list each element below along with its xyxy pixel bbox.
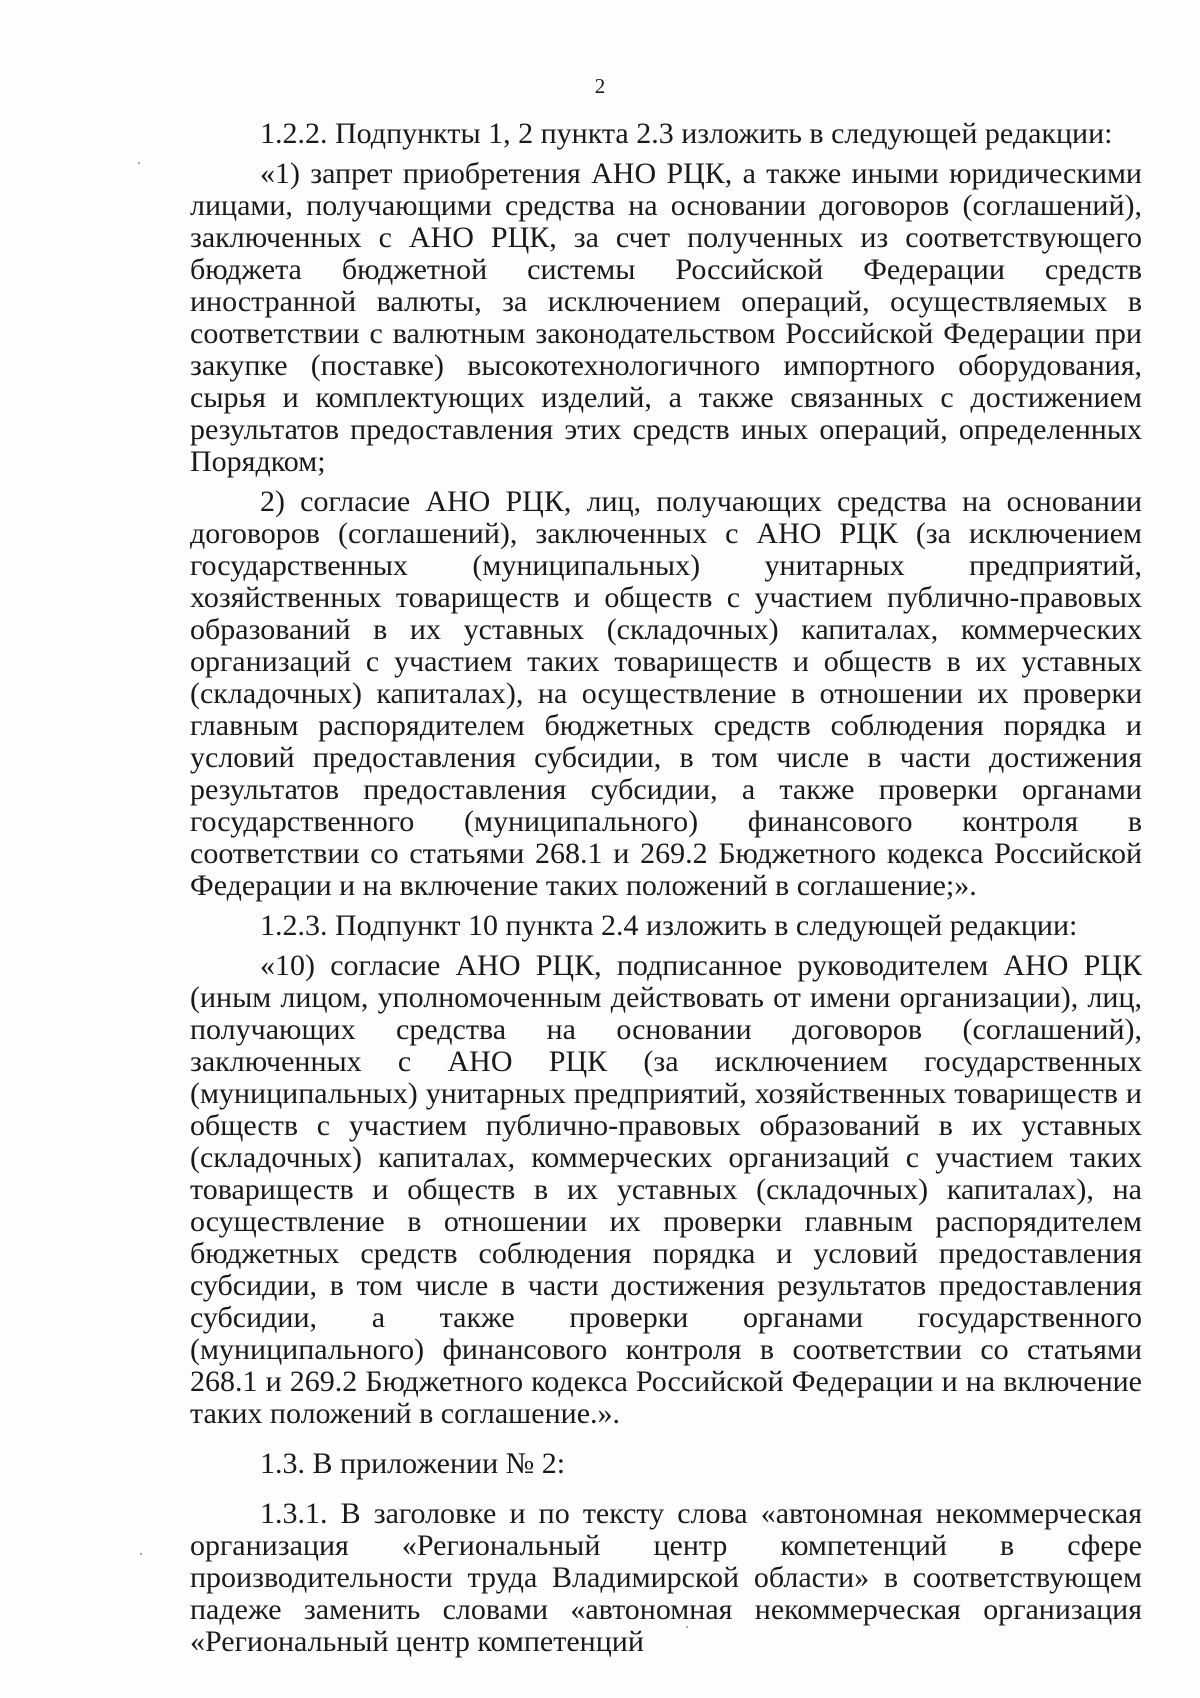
- document-body: [190, 118, 1142, 1666]
- paragraph-subitem-1: «1) запрет приобретения АНО РЦК, а также иными юридическими лицами, получающими средства на основании договоров (соглашений), заключенных с АНО РЦК, за счет полученных из соответствующего бюджета бюджетной системы Российской Федерации средств иностранной валюты, за исключением операций, осуществляемых в соответствии с валютным законодательством Российской Федерации при закупке (поставке) высокотехнологичного импортного оборудования, сырья и комплектующих изделий, а также связанных с достижением результатов предоставления этих средств иных операций, определенных Порядком;: [190, 157, 1142, 478]
- scan-speck: [140, 1553, 142, 1555]
- scan-speck: [138, 162, 140, 164]
- paragraph-subitem-10: «10) согласие АНО РЦК, подписанное руководителем АНО РЦК (иным лицом, уполномоченным действовать от имени организации), лиц, получающих средства на основании договоров (соглашений), заключенных с АНО РЦК (за исключением государственных (муниципальных) унитарных предприятий, хозяйственных товариществ и обществ с участием публично-правовых образований в их уставных (складочных) капиталах, коммерческих организаций с участием таких товариществ и обществ в их уставных (складочных) капиталах), на осуществление в отношении их проверки главным распорядителем бюджетных средств соблюдения порядка и условий предоставления субсидии, в том числе в части достижения результатов предоставления субсидии, а также проверки органами государственного (муниципального) финансового контроля в соответствии со статьями 268.1 и 269.2 Бюджетного кодекса Российской Федерации и на включение таких положений в соглашение.».: [190, 949, 1142, 1430]
- paragraph-1-3-1: 1.3.1. В заголовке и по тексту слова «автономная некоммерческая организация «Региональный центр компетенций в сфере производительности труда Владимирской области» в соответствующем падеже заменить словами «автономная некоммерческая организация «Региональный центр компетенций: [190, 1497, 1142, 1658]
- paragraph-1-2-2: 1.2.2. Подпункты 1, 2 пункта 2.3 изложить в следующей редакции:: [260, 117, 1113, 150]
- paragraph-1-2-3: 1.2.3. Подпункт 10 пункта 2.4 изложить в следующей редакции:: [260, 909, 1078, 942]
- paragraph-1-3: 1.3. В приложении № 2:: [260, 1447, 566, 1480]
- scan-speck: [686, 1626, 688, 1628]
- paragraph-subitem-2: 2) согласие АНО РЦК, лиц, получающих средства на основании договоров (соглашений), заключенных с АНО РЦК (за исключением государственных (муниципальных) унитарных предприятий, хозяйственных товариществ и обществ с участием публично-правовых образований в их уставных (складочных) капиталах, коммерческих организаций с участием таких товариществ и обществ в их уставных (складочных) капиталах), на осуществление в отношении их проверки главным распорядителем бюджетных средств соблюдения порядка и условий предоставления субсидии, в том числе в части достижения результатов предоставления субсидии, а также проверки органами государственного (муниципального) финансового контроля в соответствии со статьями 268.1 и 269.2 Бюджетного кодекса Российской Федерации и на включение таких положений в соглашение;».: [190, 485, 1142, 902]
- page-number: 2: [594, 74, 606, 98]
